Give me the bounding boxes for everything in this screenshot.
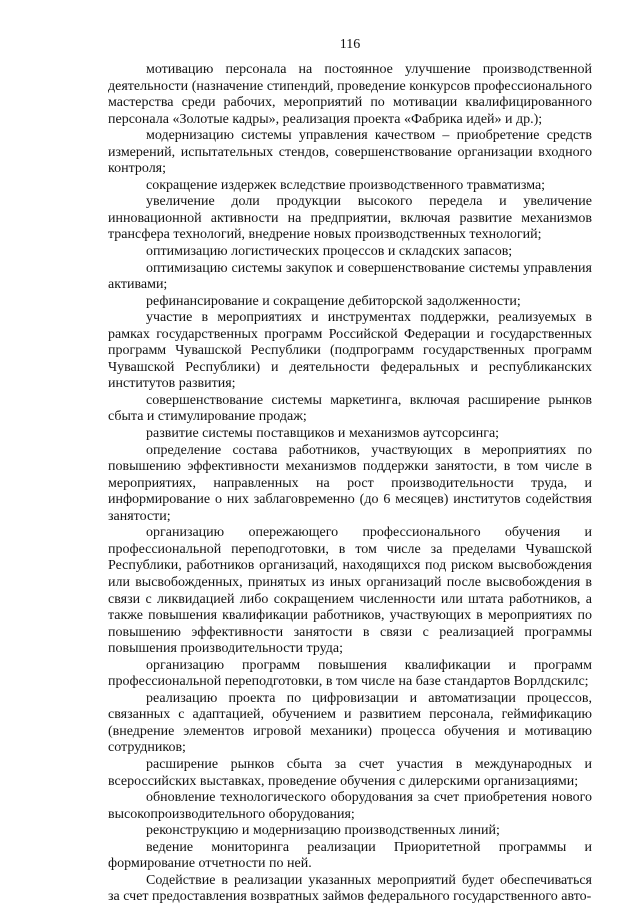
paragraph: реконструкцию и модернизацию производственных линий; <box>146 823 500 839</box>
paragraph: расширение рынков сбыта за счет участия в международных и всероссийских выставках, проведение обучения с дилерскими организациями; <box>108 756 592 789</box>
page-number: 116 <box>339 37 361 52</box>
paragraph: обновление технологического оборудования за счет приобретения нового высокопроизводительного оборудования; <box>108 790 592 822</box>
paragraph: оптимизацию логистических процессов и складских запасов; <box>146 244 513 260</box>
paragraph: ведение мониторинга реализации Приоритетной программы и формирование отчетности по ней. <box>108 839 592 872</box>
paragraph: совершенствование системы маркетинга, включая расширение рынков сбыта и стимулирование продаж; <box>108 392 592 425</box>
paragraph: модернизацию системы управления качеством – приобретение средств измерений, испытательных стендов, совершенствование организации входного контроля; <box>108 128 592 177</box>
paragraph: мотивацию персонала на постоянное улучшение производственной деятельности (назначение стипендий, проведение конкурсов профессионального мастерства среди рабочих, мероприятий по мотивации квалифицированного персонала «Золотые кадры», реализация проекта «Фабрика идей» и др.); <box>108 62 592 127</box>
paragraph: рефинансирование и сокращение дебиторской задолженности; <box>146 293 521 309</box>
paragraph: организацию программ повышения квалификации и программ профессиональной переподготовки, в том числе на базе стандартов Ворлдскилс; <box>108 657 592 690</box>
paragraph: увеличение доли продукции высокого передела и увеличение инновационной активности на предприятии, включая развитие механизмов трансфера технологий, внедрение новых производственных технологий; <box>108 194 592 243</box>
paragraph: определение состава работников, участвующих в мероприятиях по повышению эффективности механизмов поддержки занятости, в том числе в мероприятиях, направленных на рост производительности труда, и информирование о них заблаговременно (до 6 месяцев) институтов содействия занятости; <box>108 442 592 524</box>
paragraph: сокращение издержек вследствие производственного травматизма; <box>146 177 546 193</box>
paragraph: участие в мероприятиях и инструментах поддержки, реализуемых в рамках государственных программ Российской Федерации и государственных программ Чувашской Республики (подпрограмм государственных программ Чувашской Республики) и деятельности федеральных и республиканских институтов развития; <box>108 310 592 392</box>
paragraph: развитие системы поставщиков и механизмов аутсорсинга; <box>146 426 500 442</box>
paragraph: Содействие в реализации указанных мероприятий будет обеспечиваться за счет предоставления возвратных займов федерального государственного авто- <box>108 872 592 905</box>
paragraph: оптимизацию системы закупок и совершенствование системы управления активами; <box>108 260 592 293</box>
paragraph: организацию опережающего профессионального обучения и профессиональной переподготовки, в том числе за пределами Чувашской Республики, работников организаций, находящихся под риском высвобождения или высвобожденных, принятых из иных организаций после высвобождения в связи с ликвидацией либо сокращением численности или штата работников, а также повышения квалификации работников, участвующих в мероприятиях по повышению эффективности занятости в связи с реализацией программы повышения производительности труда; <box>108 525 592 657</box>
paragraph: реализацию проекта по цифровизации и автоматизации процессов, связанных с адаптацией, обучением и развитием персонала, геймификацию (внедрение элементов игровой механики) процесса обучения и мотивацию сотрудников; <box>108 690 592 756</box>
text-block <box>108 62 592 906</box>
